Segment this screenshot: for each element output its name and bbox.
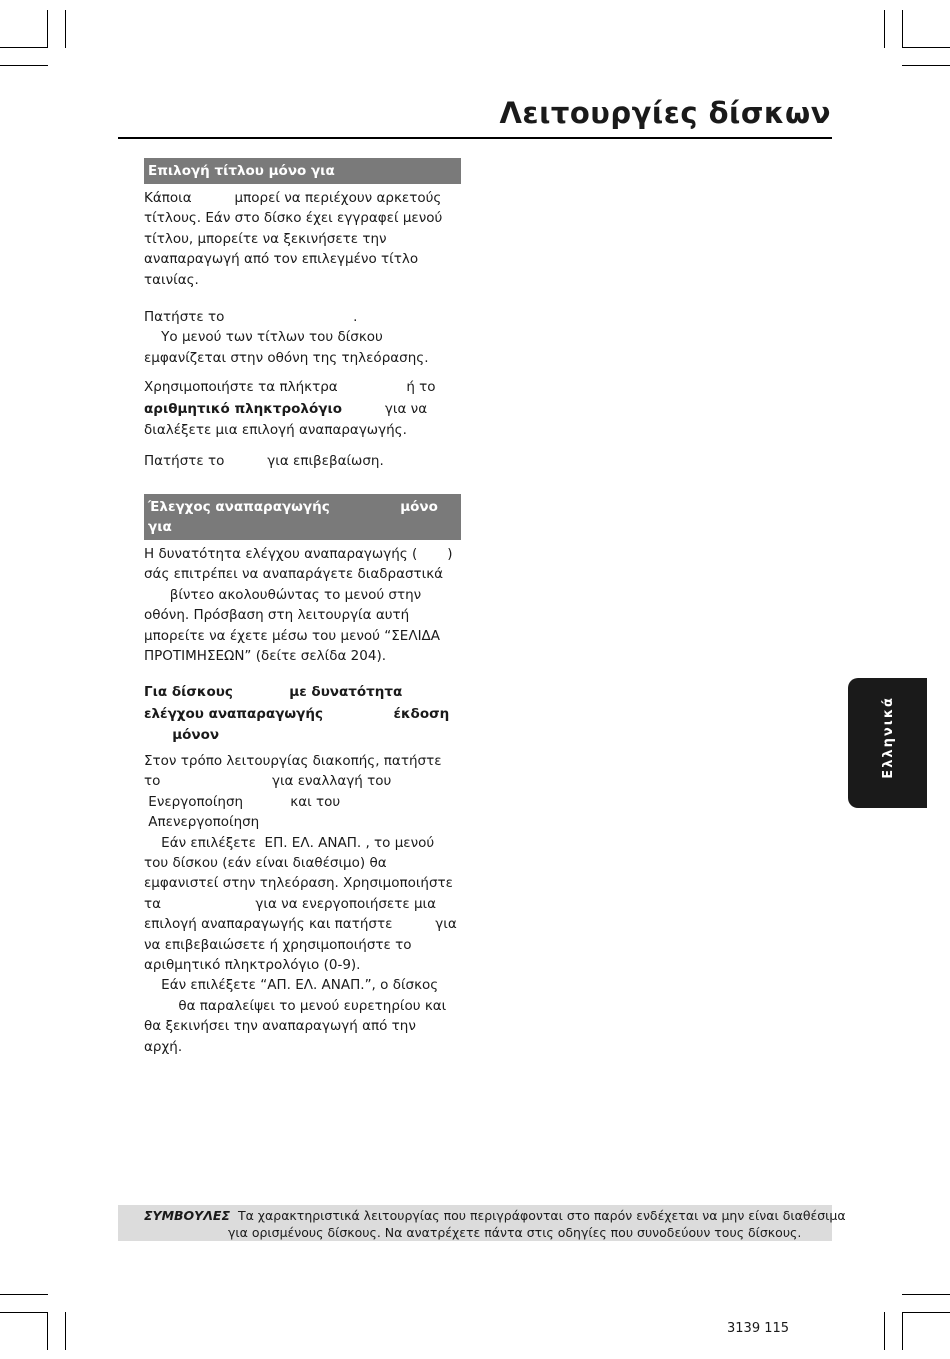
heading-line: Έλεγχος αναπαραγωγής μόνο <box>148 499 438 515</box>
section1-step2 <box>144 377 464 442</box>
text-line: Η δυνατότητα ελέγχου αναπαραγωγής ( ) <box>144 546 453 562</box>
page-code: 3139 115 <box>727 1321 790 1336</box>
text-line: οθόνη. Πρόσβαση στη λειτουργία αυτή <box>144 607 410 624</box>
tips-box <box>118 1205 846 1241</box>
text-line: τίτλους. Εάν στο δίσκο έχει εγγραφεί μενού <box>144 210 443 227</box>
crop-mark <box>47 10 48 48</box>
text-line: Απενεργοποίηση <box>144 814 260 831</box>
tips-line: για ορισμένους δίσκους. Να ανατρέχετε πάντα στις οδηγίες που συνοδεύουν τους δίσκους. <box>228 1225 802 1240</box>
text-line: Εάν επιλέξετε ΕΠ. ΕΛ. ΑΝΑΠ. , το μενού <box>144 834 435 851</box>
crop-mark <box>884 10 885 48</box>
crop-mark <box>902 1312 950 1313</box>
section1-intro <box>144 188 464 290</box>
text-line: τα για να ενεργοποιήσετε μια <box>144 895 437 912</box>
crop-mark <box>902 1312 903 1350</box>
text-line: αριθμητικό πληκτρολόγιο (0-9). <box>144 957 361 974</box>
crop-mark <box>902 47 950 48</box>
text-line: του δίσκου (εάν είναι διαθέσιμο) θα <box>144 855 387 872</box>
text-line: να επιβεβαιώσετε ή χρησιμοποιήστε το <box>144 936 412 953</box>
text-line: το για εναλλαγή του <box>144 773 392 790</box>
text-line: εμφανιστεί στην τηλεόραση. Χρησιμοποιήστε <box>144 875 453 892</box>
tips-line <box>144 1207 846 1224</box>
text-line: Πατήστε το για επιβεβαίωση. <box>144 453 384 469</box>
tips-text: Τα χαρακτηριστικά λειτουργίας που περιγράφονται στο παρόν ενδέχεται να μην είναι διαθέσιμα <box>237 1208 846 1223</box>
text-line: ταινίας. <box>144 271 199 288</box>
text-line: αναπαραγωγή από τον επιλεγμένο τίτλο <box>144 251 419 268</box>
text-line: επιλογή αναπαραγωγής και πατήστε για <box>144 916 457 933</box>
text-line: θα παραλείψει το μενού ευρετηρίου και <box>144 997 447 1014</box>
heading-line: για <box>148 519 172 535</box>
text-line: Στον τρόπο λειτουργίας διακοπής, πατήστε <box>144 753 442 769</box>
text-line: Για δίσκους με δυνατότητα <box>144 684 403 700</box>
crop-mark <box>65 1312 66 1350</box>
text-line: θα ξεκινήσει την αναπαραγωγή από την <box>144 1018 416 1035</box>
text-line: Χρησιμοποιήστε τα πλήκτρα ή το <box>144 379 436 395</box>
text-line: Υο μενού των τίτλων του δίσκου <box>144 329 383 346</box>
text-line: εμφανίζεται στην οθόνη της τηλεόρασης. <box>144 349 429 366</box>
text-line: ελέγχου αναπαραγωγής έκδοση <box>144 705 450 722</box>
crop-mark <box>0 65 48 66</box>
language-tab <box>848 678 927 808</box>
section1-step3 <box>144 451 464 471</box>
section2-intro <box>144 544 464 666</box>
text-line: Ενεργοποίηση και του <box>144 793 341 810</box>
text-line: μπορείτε να έχετε μέσω του μενού “ΣΕΛΙΔΑ <box>144 627 441 644</box>
bold-term: αριθμητικό πληκτρολόγιο <box>144 400 342 417</box>
crop-mark <box>47 1312 48 1350</box>
language-tab-label: Ελληνικά <box>881 696 896 779</box>
crop-mark <box>902 10 903 48</box>
section2-subheading <box>144 682 464 747</box>
text-line: Πατήστε το . <box>144 309 358 325</box>
crop-mark <box>0 47 48 48</box>
page-title: Λειτουργίες δίσκων <box>499 96 831 130</box>
section1-step1 <box>144 307 464 368</box>
text-line <box>144 399 464 421</box>
crop-mark <box>0 1312 48 1313</box>
text-line: ΠΡΟΤΙΜΗΣΕΩΝ” (δείτε σελίδα 204). <box>144 648 386 665</box>
title-rule <box>118 137 832 139</box>
crop-mark <box>902 65 950 66</box>
crop-mark <box>902 1294 950 1295</box>
section2-body <box>144 751 464 1057</box>
text-line: αρχή. <box>144 1038 183 1055</box>
text-line: μόνον <box>144 727 220 743</box>
crop-mark <box>884 1312 885 1350</box>
text-line: Κάποια μπορεί να περιέχουν αρκετούς <box>144 190 442 206</box>
text-line: βίντεο ακολουθώντας το μενού στην <box>144 586 422 603</box>
section-heading-playback-control <box>144 494 461 540</box>
text-line: διαλέξετε μια επιλογή αναπαραγωγής. <box>144 422 407 438</box>
text-line: σάς επιτρέπει να αναπαράγετε διαδραστικά <box>144 566 444 583</box>
text-line: τίτλου, μπορείτε να ξεκινήσετε την <box>144 230 387 247</box>
crop-mark <box>65 10 66 48</box>
text-line: Εάν επιλέξετε “ΑΠ. ΕΛ. ΑΝΑΠ.”, ο δίσκος <box>144 977 439 994</box>
crop-mark <box>0 1294 48 1295</box>
text-fragment: για να <box>342 400 428 417</box>
tips-label: ΣΥΜΒΟΥΛΕΣ <box>144 1208 230 1223</box>
section-heading-title-selection: Επιλογή τίτλου μόνο για <box>144 158 461 184</box>
